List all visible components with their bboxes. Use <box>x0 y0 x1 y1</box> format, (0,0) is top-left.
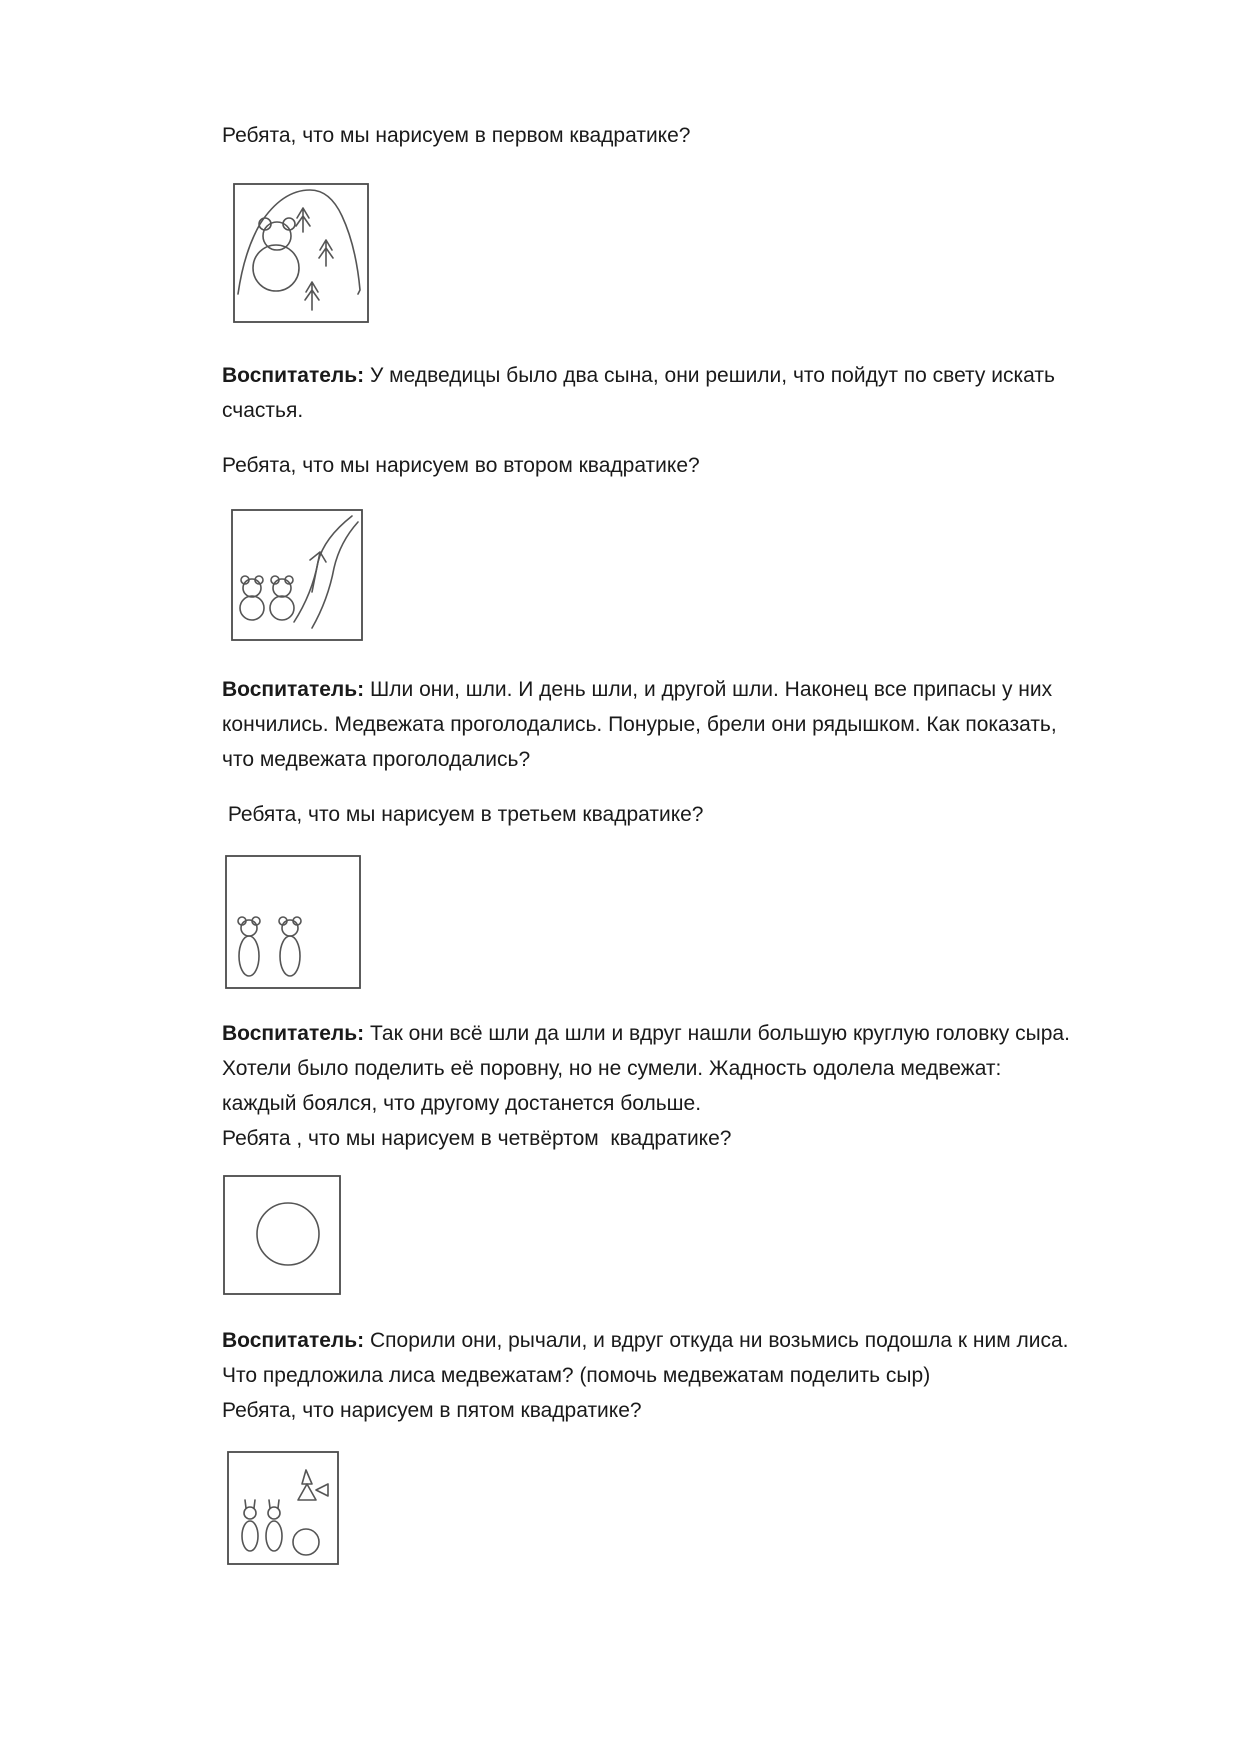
paragraph-1-line-1 <box>222 358 1055 393</box>
paragraph-3-line-1 <box>222 1016 1070 1051</box>
paragraph-3-text: Так они всё шли да шли и вдруг нашли большую круглую головку сыра. <box>364 1022 1070 1045</box>
sketch-4-cheese <box>222 1174 342 1296</box>
sketch-5-cubs-cheese-fox <box>226 1450 340 1566</box>
sketch-3-hungry-cubs <box>224 854 362 990</box>
paragraph-2-line-1 <box>222 672 1052 707</box>
paragraph-1-line-2: счастья. <box>222 399 304 422</box>
paragraph-4-line-2: Что предложила лиса медвежатам? (помочь медвежатам поделить сыр) <box>222 1364 931 1387</box>
paragraph-3-line-2: Хотели было поделить её поровну, но не сумели. Жадность одолела медвежат: <box>222 1057 1002 1080</box>
paragraph-4-line-1 <box>222 1323 1068 1358</box>
question-4: Ребята , что мы нарисуем в четвёртом квадратике? <box>222 1127 732 1150</box>
speaker-label: Воспитатель: <box>222 1329 365 1352</box>
paragraph-2-line-3: что медвежата проголодались? <box>222 748 531 771</box>
paragraph-2-line-2: кончились. Медвежата проголодались. Понурые, брели они рядышком. Как показать, <box>222 713 1057 736</box>
question-1: Ребята, что мы нарисуем в первом квадратике? <box>222 124 691 147</box>
paragraph-1-text: У медведицы было два сына, они решили, что пойдут по свету искать <box>364 364 1055 387</box>
speaker-label: Воспитатель: <box>222 678 365 701</box>
speaker-label: Воспитатель: <box>222 364 365 387</box>
sketch-1-bear-on-hill <box>232 182 372 326</box>
paragraph-3-line-3: каждый боялся, что другому достанется больше. <box>222 1092 702 1115</box>
paragraph-2-text: Шли они, шли. И день шли, и другой шли. Наконец все припасы у них <box>364 678 1053 701</box>
paragraph-4-text: Спорили они, рычали, и вдруг откуда ни возьмись подошла к ним лиса. <box>364 1329 1069 1352</box>
question-3: Ребята, что мы нарисуем в третьем квадратике? <box>222 803 704 826</box>
speaker-label: Воспитатель: <box>222 1022 365 1045</box>
question-5: Ребята, что нарисуем в пятом квадратике? <box>222 1399 642 1422</box>
sketch-2-cubs-on-road <box>230 508 364 642</box>
question-2: Ребята, что мы нарисуем во втором квадратике? <box>222 454 700 477</box>
